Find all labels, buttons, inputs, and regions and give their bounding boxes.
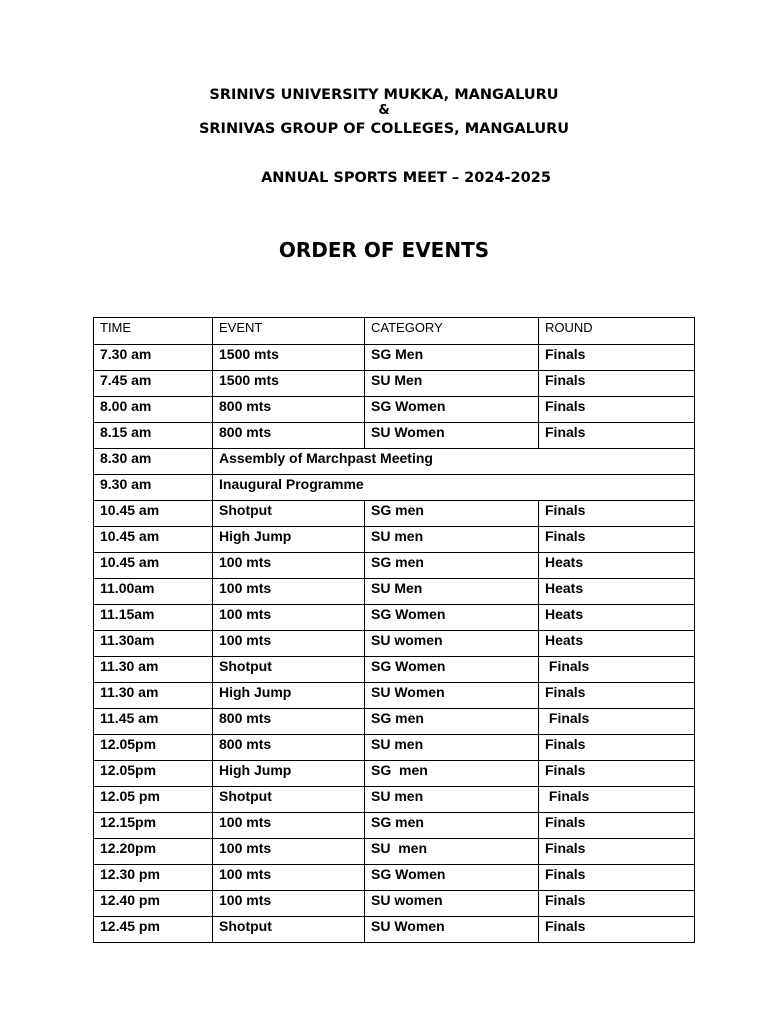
ampersand-line: & — [378, 103, 390, 118]
time-cell: 8.30 am — [94, 449, 213, 475]
table-row — [94, 735, 695, 761]
table-row — [94, 891, 695, 917]
university-heading: SRINIVS UNIVERSITY MUKKA, MANGALURU — [209, 87, 559, 103]
time-cell: 12.05 pm — [94, 787, 213, 813]
event-cell: Shotput — [213, 501, 365, 527]
time-cell: 11.30 am — [94, 657, 213, 683]
time-cell: 9.30 am — [94, 475, 213, 501]
round-cell: Finals — [539, 371, 695, 397]
table-row — [94, 579, 695, 605]
time-cell: 8.00 am — [94, 397, 213, 423]
event-cell: Shotput — [213, 917, 365, 943]
time-cell: 12.15pm — [94, 813, 213, 839]
time-cell: 11.45 am — [94, 709, 213, 735]
category-cell: SG men — [365, 709, 539, 735]
category-cell: SU Women — [365, 683, 539, 709]
sports-meet-heading: ANNUAL SPORTS MEET – 2024-2025 — [261, 170, 551, 186]
category-cell: SG Women — [365, 865, 539, 891]
table-row — [94, 345, 695, 371]
round-cell: Finals — [539, 527, 695, 553]
time-cell: 7.45 am — [94, 371, 213, 397]
table-row — [94, 605, 695, 631]
category-cell: SG men — [365, 761, 539, 787]
table-row — [94, 787, 695, 813]
event-cell: 1500 mts — [213, 345, 365, 371]
round-cell: Finals — [539, 657, 695, 683]
category-cell: SG men — [365, 813, 539, 839]
category-cell: SG Women — [365, 605, 539, 631]
table-row — [94, 527, 695, 553]
event-cell: 100 mts — [213, 553, 365, 579]
table-row — [94, 709, 695, 735]
time-cell: 12.30 pm — [94, 865, 213, 891]
table-row — [94, 657, 695, 683]
column-header-round: ROUND — [539, 318, 695, 345]
event-cell: High Jump — [213, 527, 365, 553]
category-cell: SU men — [365, 839, 539, 865]
time-cell: 11.00am — [94, 579, 213, 605]
order-of-events-table — [93, 317, 695, 943]
time-cell: 12.40 pm — [94, 891, 213, 917]
table-row — [94, 371, 695, 397]
round-cell: Heats — [539, 553, 695, 579]
event-cell: High Jump — [213, 683, 365, 709]
event-cell: 100 mts — [213, 631, 365, 657]
category-cell: SU women — [365, 631, 539, 657]
table-row — [94, 475, 695, 501]
category-cell: SU Men — [365, 579, 539, 605]
time-cell: 12.05pm — [94, 761, 213, 787]
round-cell: Heats — [539, 579, 695, 605]
category-cell: SU Men — [365, 371, 539, 397]
round-cell: Finals — [539, 683, 695, 709]
round-cell: Finals — [539, 761, 695, 787]
category-cell: SG Women — [365, 397, 539, 423]
category-cell: SU women — [365, 891, 539, 917]
time-cell: 11.30am — [94, 631, 213, 657]
round-cell: Finals — [539, 891, 695, 917]
event-cell: 100 mts — [213, 891, 365, 917]
event-cell: 800 mts — [213, 397, 365, 423]
column-header-time: TIME — [94, 318, 213, 345]
event-cell: High Jump — [213, 761, 365, 787]
category-cell: SU men — [365, 787, 539, 813]
time-cell: 10.45 am — [94, 501, 213, 527]
time-cell: 12.05pm — [94, 735, 213, 761]
time-cell: 11.30 am — [94, 683, 213, 709]
event-cell: 100 mts — [213, 839, 365, 865]
round-cell: Finals — [539, 865, 695, 891]
category-cell: SG Men — [365, 345, 539, 371]
category-cell: SG Women — [365, 657, 539, 683]
table-row — [94, 865, 695, 891]
round-cell: Heats — [539, 605, 695, 631]
event-cell: Shotput — [213, 657, 365, 683]
time-cell: 10.45 am — [94, 553, 213, 579]
category-cell: SU Women — [365, 917, 539, 943]
round-cell: Finals — [539, 787, 695, 813]
round-cell: Finals — [539, 735, 695, 761]
colleges-heading: SRINIVAS GROUP OF COLLEGES, MANGALURU — [198, 121, 570, 137]
event-cell: Inaugural Programme — [213, 475, 695, 501]
table-row — [94, 683, 695, 709]
round-cell: Finals — [539, 917, 695, 943]
time-cell: 10.45 am — [94, 527, 213, 553]
time-cell: 11.15am — [94, 605, 213, 631]
table-row — [94, 839, 695, 865]
category-cell: SU Women — [365, 423, 539, 449]
column-header-category: CATEGORY — [365, 318, 539, 345]
category-cell: SG men — [365, 553, 539, 579]
round-cell: Finals — [539, 397, 695, 423]
time-cell: 8.15 am — [94, 423, 213, 449]
time-cell: 12.20pm — [94, 839, 213, 865]
page-title: ORDER OF EVENTS — [278, 238, 490, 262]
table-row — [94, 813, 695, 839]
round-cell: Heats — [539, 631, 695, 657]
table-row — [94, 631, 695, 657]
table-row — [94, 917, 695, 943]
table-row — [94, 761, 695, 787]
time-cell: 12.45 pm — [94, 917, 213, 943]
category-cell: SU men — [365, 735, 539, 761]
event-cell: 100 mts — [213, 605, 365, 631]
table-header-row — [94, 318, 695, 345]
event-cell: Shotput — [213, 787, 365, 813]
event-cell: 800 mts — [213, 709, 365, 735]
category-cell: SG men — [365, 501, 539, 527]
table-row — [94, 423, 695, 449]
round-cell: Finals — [539, 709, 695, 735]
round-cell: Finals — [539, 839, 695, 865]
events-table-body — [94, 318, 695, 943]
event-cell: 1500 mts — [213, 371, 365, 397]
round-cell: Finals — [539, 501, 695, 527]
event-cell: 100 mts — [213, 813, 365, 839]
event-cell: 100 mts — [213, 579, 365, 605]
event-cell: 800 mts — [213, 423, 365, 449]
category-cell: SU men — [365, 527, 539, 553]
event-cell: Assembly of Marchpast Meeting — [213, 449, 695, 475]
round-cell: Finals — [539, 345, 695, 371]
column-header-event: EVENT — [213, 318, 365, 345]
table-row — [94, 397, 695, 423]
table-row — [94, 553, 695, 579]
time-cell: 7.30 am — [94, 345, 213, 371]
table-row — [94, 501, 695, 527]
round-cell: Finals — [539, 813, 695, 839]
table-row — [94, 449, 695, 475]
round-cell: Finals — [539, 423, 695, 449]
event-cell: 100 mts — [213, 865, 365, 891]
event-cell: 800 mts — [213, 735, 365, 761]
